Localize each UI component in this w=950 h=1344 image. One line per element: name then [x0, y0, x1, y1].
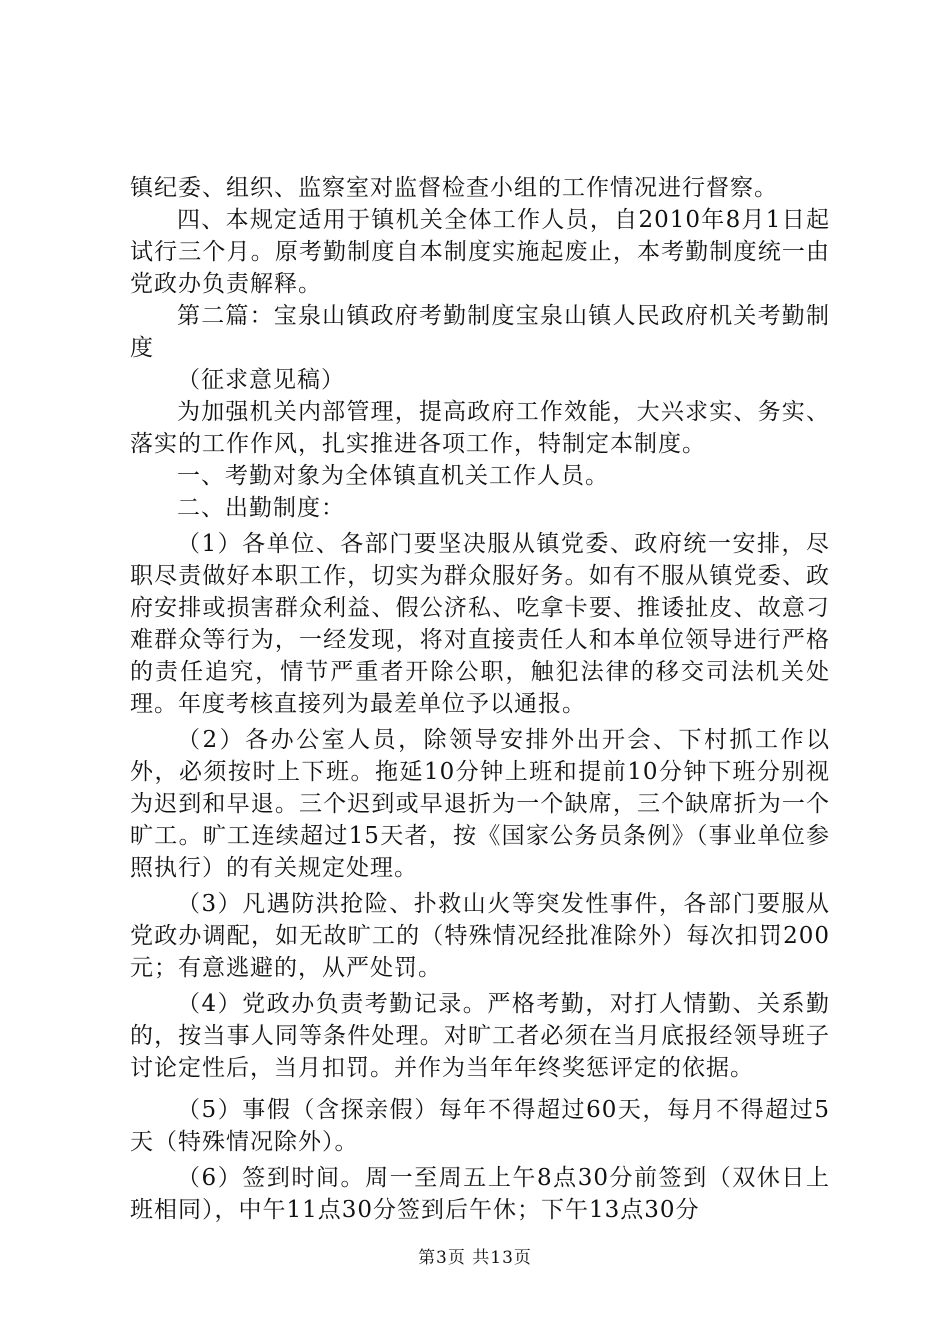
paragraph-attendance-scope: 一、考勤对象为全体镇直机关工作人员。	[177, 463, 609, 489]
draft-note: （征求意见稿）	[177, 367, 345, 393]
paragraph-rule-3: （3）凡遇防洪抢险、扑救山火等突发性事件，各部门要服从党政办调配，如无故旷工的（特殊情况经批准除外）每次扣罚200元；有意逃避的，从严处罚。	[130, 891, 830, 981]
paragraph-rule-4: （4）党政办负责考勤记录。严格考勤，对打人情勤、关系勤的，按当事人同等条件处理。对旷工者必须在当月底报经领导班子讨论定性后，当月扣罚。并作为当年年终奖惩评定的依据。	[130, 991, 830, 1081]
document-body	[130, 172, 830, 1226]
paragraph-supervision: 镇纪委、组织、监察室对监督检查小组的工作情况进行督察。	[130, 175, 778, 201]
section-heading: 第二篇：宝泉山镇政府考勤制度宝泉山镇人民政府机关考勤制度	[130, 303, 830, 361]
paragraph-rule-5: （5）事假（含探亲假）每年不得超过60天，每月不得超过5天（特殊情况除外）。	[130, 1097, 830, 1155]
paragraph-attendance-rules-heading: 二、出勤制度：	[177, 495, 345, 521]
page-number-footer: 第3页 共13页	[418, 1248, 532, 1268]
paragraph-article-four: 四、本规定适用于镇机关全体工作人员，自2010年8月1日起试行三个月。原考勤制度自本制度实施起废止，本考勤制度统一由党政办负责解释。	[130, 207, 830, 297]
paragraph-rule-2: （2）各办公室人员，除领导安排外出开会、下村抓工作以外，必须按时上下班。拖延10分钟上班和提前10分钟下班分别视为迟到和早退。三个迟到或早退折为一个缺席，三个缺席折为一个旷工。旷工连续超过15天者，按《国家公务员条例》（事业单位参照执行）的有关规定处理。	[130, 727, 830, 881]
paragraph-rule-6: （6）签到时间。周一至周五上午8点30分前签到（双休日上班相同），中午11点30分签到后午休；下午13点30分	[130, 1165, 830, 1223]
paragraph-rule-1: （1）各单位、各部门要坚决服从镇党委、政府统一安排，尽职尽责做好本职工作，切实为群众服好务。如有不服从镇党委、政府安排或损害群众利益、假公济私、吃拿卡要、推诿扯皮、故意刁难群众等行为，一经发现，将对直接责任人和本单位领导进行严格的责任追究，情节严重者开除公职，触犯法律的移交司法机关处理。年度考核直接列为最差单位予以通报。	[130, 531, 830, 717]
paragraph-purpose: 为加强机关内部管理，提高政府工作效能，大兴求实、务实、落实的工作作风，扎实推进各项工作，特制定本制度。	[130, 399, 830, 457]
